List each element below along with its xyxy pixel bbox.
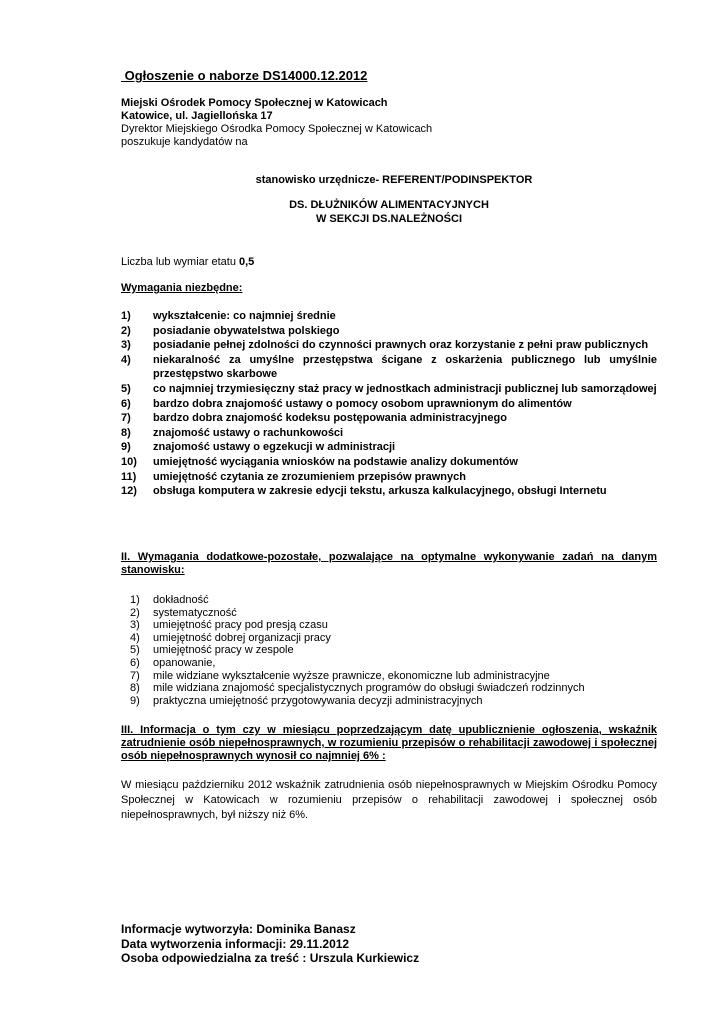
author-line: Informacje wytworzyła: Dominika Banasz [121, 922, 356, 936]
employment-info-heading: III. Informacja o tym czy w miesiącu poprzedzającym datę upublicznienie ogłoszenia, wskaźnik zatrudnienie osób niepełnosprawnych, w rozumieniu przepisów o rehabilitacji zawodowej i społecznej osób niepełnosprawnych wynosił co najmniej 6% : [121, 724, 657, 762]
employment-info-text: W miesiącu październiku 2012 wskaźnik zatrudnienia osób niepełnosprawnych w Miejskim Ośrodku Pomocy Społecznej w Katowicach w rozumieniu przepisów o rehabilitacji zawodowej i społecznej osób niepełnosprawnych, był niższy niż 6%. [121, 779, 657, 821]
etat-label: Liczba lub wymiar etatu [121, 256, 239, 268]
list-item: 10) umiejętność wyciągania wniosków na podstawie analizy dokumentów [121, 455, 518, 468]
list-item: 1) dokładność [130, 594, 209, 606]
list-item: 11) umiejętność czytania ze zrozumieniem przepisów prawnych [121, 470, 466, 483]
document-title: Ogłoszenie o naborze DS14000.12.2012 [121, 68, 368, 83]
list-item: 9) praktyczna umiejętność przygotowywania decyzji administracyjnych [130, 694, 483, 707]
additional-requirements-list [130, 594, 657, 707]
requirements-heading: Wymagania niezbędne: [121, 282, 243, 294]
date-line: Data wytworzenia informacji: 29.11.2012 [121, 936, 350, 951]
list-item: 4) niekaralność za umyślne przestępstwa ścigane z oskarżenia publicznego lub umyślnie przestępstwo skarbowe [121, 353, 657, 381]
etat-value: 0,5 [239, 256, 255, 268]
list-item: 5) co najmniej trzymiesięczny staż pracy w jednostkach administracji publicznej lub samorządowej [121, 382, 657, 395]
responsible-line: Osoba odpowiedzialna za treść : Urszula Kurkiewicz [121, 951, 420, 965]
list-item: 12) obsługa komputera w zakresie edycji tekstu, arkusza kalkulacyjnego, obsługi Internetu [121, 485, 607, 498]
list-item: 5) umiejętność pracy w zespole [130, 644, 294, 657]
list-item: 6) opanowanie, [130, 656, 216, 669]
list-item: 7) bardzo dobra znajomość kodeksu postępowania administracyjnego [121, 412, 507, 425]
list-item: 6) bardzo dobra znajomość ustawy o pomocy osobom uprawnionym do alimentów [121, 397, 572, 410]
list-item: 2) posiadanie obywatelstwa polskiego [121, 324, 340, 337]
list-item: 3) umiejętność pracy pod presją czasu [130, 619, 328, 632]
requirements-list [121, 309, 657, 499]
organization-name: Miejski Ośrodek Pomocy Społecznej w Katowicach [121, 97, 388, 109]
document-footer [121, 922, 657, 966]
list-item: 9) znajomość ustawy o egzekucji w administracji [121, 441, 396, 454]
list-item: 8) znajomość ustawy o rachunkowości [121, 426, 344, 439]
etat-line [121, 256, 657, 268]
list-item: 1) wykształcenie: co najmniej średnie [121, 310, 336, 322]
organization-block [121, 97, 657, 149]
list-item: 3) posiadanie pełnej zdolności do czynności prawnych oraz korzystanie z pełni praw publicznych [121, 339, 649, 352]
position-line-1: stanowisko urzędnicze- REFERENT/PODINSPEKTOR [255, 174, 533, 186]
additional-requirements-heading: II. Wymagania dodatkowe-pozostałe, pozwalające na optymalne wykonywanie zadań na danym stanowisku: [121, 551, 657, 576]
list-item: 4) umiejętność dobrej organizacji pracy [130, 631, 331, 644]
seeking-line: poszukuje kandydatów na [121, 136, 248, 148]
organization-address: Katowice, ul. Jagiellońska 17 [121, 110, 273, 122]
list-item: 2) systematyczność [130, 606, 237, 619]
director-line: Dyrektor Miejskiego Ośrodka Pomocy Społecznej w Katowicach [121, 123, 433, 135]
position-title [121, 173, 657, 226]
list-item: 8) mile widziana znajomość specjalistycznych programów do obsługi świadczeń rodzinnych [130, 682, 585, 695]
position-line-3: W SEKCJI DS.NALEŻNOŚCI [315, 213, 463, 225]
position-line-2: DS. DŁUŻNIKÓW ALIMENTACYJNYCH [289, 199, 489, 211]
list-item: 7) mile widziane wykształcenie wyższe prawnicze, ekonomiczne lub administracyjne [130, 669, 550, 682]
